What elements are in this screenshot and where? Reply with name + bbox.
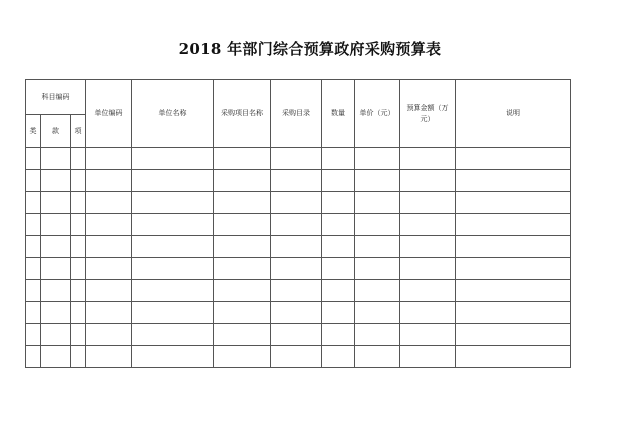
table-cell[interactable]: [26, 302, 41, 324]
table-cell[interactable]: [355, 258, 400, 280]
table-cell[interactable]: [214, 324, 271, 346]
table-cell[interactable]: [456, 346, 571, 368]
table-cell[interactable]: [271, 280, 322, 302]
table-row: [26, 346, 571, 368]
table-cell[interactable]: [214, 280, 271, 302]
table-cell[interactable]: [41, 346, 71, 368]
table-row: [26, 192, 571, 214]
table-cell[interactable]: [41, 192, 71, 214]
table-cell[interactable]: [271, 324, 322, 346]
header-project-name: 采购项目名称: [214, 80, 271, 148]
table-cell[interactable]: [214, 346, 271, 368]
table-cell[interactable]: [41, 302, 71, 324]
table-cell[interactable]: [271, 346, 322, 368]
table-row: [26, 236, 571, 258]
header-budget-amount: [400, 80, 456, 148]
table-cell[interactable]: [26, 236, 41, 258]
table-cell[interactable]: [355, 236, 400, 258]
table-row: [26, 280, 571, 302]
table-cell[interactable]: [41, 258, 71, 280]
table-cell[interactable]: [26, 280, 41, 302]
table-cell[interactable]: [355, 192, 400, 214]
table-cell[interactable]: [26, 346, 41, 368]
table-cell[interactable]: [400, 236, 456, 258]
table-cell[interactable]: [41, 170, 71, 192]
table-cell[interactable]: [456, 236, 571, 258]
table-cell[interactable]: [400, 170, 456, 192]
table-row: [26, 302, 571, 324]
table-cell[interactable]: [41, 236, 71, 258]
table-cell[interactable]: [132, 170, 214, 192]
table-cell[interactable]: [26, 324, 41, 346]
table-cell[interactable]: [71, 236, 86, 258]
header-section: 款: [41, 115, 71, 148]
table-cell[interactable]: [86, 148, 132, 170]
table-cell[interactable]: [456, 258, 571, 280]
table-cell[interactable]: [132, 214, 214, 236]
table-cell[interactable]: [86, 236, 132, 258]
table-cell[interactable]: [26, 214, 41, 236]
table-cell[interactable]: [71, 302, 86, 324]
table-cell[interactable]: [71, 214, 86, 236]
table-cell[interactable]: [400, 192, 456, 214]
table-cell[interactable]: [132, 346, 214, 368]
table-cell[interactable]: [271, 258, 322, 280]
header-subject-code: 科目编码: [26, 80, 86, 115]
table-cell[interactable]: [355, 302, 400, 324]
table-cell[interactable]: [86, 258, 132, 280]
table-cell[interactable]: [132, 302, 214, 324]
table-cell[interactable]: [355, 214, 400, 236]
table-cell[interactable]: [71, 346, 86, 368]
table-cell[interactable]: [355, 280, 400, 302]
table-cell[interactable]: [86, 170, 132, 192]
table-cell[interactable]: [71, 192, 86, 214]
table-cell[interactable]: [271, 302, 322, 324]
header-catalog: 采购目录: [271, 80, 322, 148]
table-row: [26, 170, 571, 192]
table-cell[interactable]: [456, 214, 571, 236]
table-cell[interactable]: [86, 280, 132, 302]
header-remarks: 说明: [456, 80, 571, 148]
table-cell[interactable]: [26, 148, 41, 170]
table-cell[interactable]: [271, 214, 322, 236]
table-cell[interactable]: [400, 324, 456, 346]
header-quantity: 数量: [322, 80, 355, 148]
table-cell[interactable]: [322, 170, 355, 192]
table-cell[interactable]: [26, 170, 41, 192]
table-cell[interactable]: [271, 148, 322, 170]
table-cell[interactable]: [400, 258, 456, 280]
table-cell[interactable]: [400, 280, 456, 302]
table-cell[interactable]: [26, 258, 41, 280]
table-cell[interactable]: [355, 324, 400, 346]
table-cell[interactable]: [400, 148, 456, 170]
table-cell[interactable]: [214, 258, 271, 280]
table-cell[interactable]: [400, 346, 456, 368]
table-cell[interactable]: [214, 192, 271, 214]
table-cell[interactable]: [86, 302, 132, 324]
table-cell[interactable]: [322, 214, 355, 236]
table-cell[interactable]: [322, 148, 355, 170]
table-cell[interactable]: [132, 324, 214, 346]
table-cell[interactable]: [322, 324, 355, 346]
table-cell[interactable]: [86, 214, 132, 236]
header-unit-price: 单价（元）: [355, 80, 400, 148]
table-cell[interactable]: [214, 170, 271, 192]
table-cell[interactable]: [322, 346, 355, 368]
table-cell[interactable]: [132, 236, 214, 258]
table-cell[interactable]: [214, 214, 271, 236]
table-cell[interactable]: [456, 280, 571, 302]
table-cell[interactable]: [322, 236, 355, 258]
table-cell[interactable]: [271, 236, 322, 258]
table-cell[interactable]: [41, 324, 71, 346]
table-body: [26, 148, 571, 368]
table-cell[interactable]: [456, 302, 571, 324]
table-cell[interactable]: [86, 192, 132, 214]
table-cell[interactable]: [71, 170, 86, 192]
table-cell[interactable]: [271, 170, 322, 192]
table-cell[interactable]: [456, 148, 571, 170]
table-cell[interactable]: [400, 302, 456, 324]
table-row: [26, 148, 571, 170]
table-cell[interactable]: [132, 280, 214, 302]
table-cell[interactable]: [322, 280, 355, 302]
table-cell[interactable]: [132, 258, 214, 280]
header-item: 项: [71, 115, 86, 148]
table-cell[interactable]: [322, 192, 355, 214]
table-cell[interactable]: [26, 192, 41, 214]
table-cell[interactable]: [456, 192, 571, 214]
table-cell[interactable]: [41, 214, 71, 236]
procurement-budget-table: [25, 79, 571, 368]
table-cell[interactable]: [71, 280, 86, 302]
table-cell[interactable]: [41, 148, 71, 170]
table-cell[interactable]: [400, 214, 456, 236]
header-class: 类: [26, 115, 41, 148]
table-cell[interactable]: [355, 148, 400, 170]
table-cell[interactable]: [71, 324, 86, 346]
table-cell[interactable]: [456, 170, 571, 192]
table-cell[interactable]: [322, 302, 355, 324]
table-cell[interactable]: [214, 302, 271, 324]
header-budget-amount-label: 预算金额（万元）: [406, 103, 449, 123]
table-cell[interactable]: [355, 170, 400, 192]
header-unit-code: 单位编码: [86, 80, 132, 148]
table-cell[interactable]: [322, 258, 355, 280]
table-cell[interactable]: [214, 148, 271, 170]
table-cell[interactable]: [355, 346, 400, 368]
table-cell[interactable]: [41, 280, 71, 302]
table-row: [26, 324, 571, 346]
table-cell[interactable]: [71, 148, 86, 170]
header-unit-name: 单位名称: [132, 80, 214, 148]
table-row: [26, 214, 571, 236]
table-cell[interactable]: [456, 324, 571, 346]
page-title: 2018 年部门综合预算政府采购预算表: [178, 40, 442, 58]
table-cell[interactable]: [271, 192, 322, 214]
table-cell[interactable]: [214, 236, 271, 258]
table-cell[interactable]: [71, 258, 86, 280]
table-row: [26, 258, 571, 280]
table-cell[interactable]: [132, 148, 214, 170]
table-cell[interactable]: [86, 346, 132, 368]
table-cell[interactable]: [86, 324, 132, 346]
table-cell[interactable]: [132, 192, 214, 214]
